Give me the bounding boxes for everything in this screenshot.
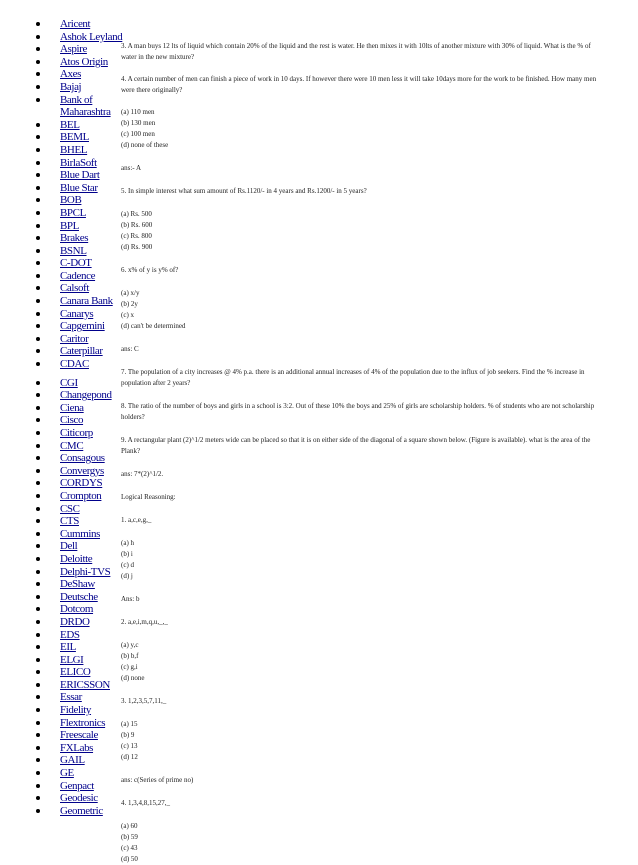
company-link[interactable]: GAIL [60,754,85,767]
company-list-item [36,566,122,579]
company-list-item [36,220,122,233]
company-link[interactable]: EDS [60,628,80,641]
question-6-options [121,288,607,332]
question-6: 6. x% of y is y% of? [121,266,179,274]
question-7: 7. The population of a city increases @ 4% p.a. there is an additional annual increases of 4% of the population due to the influx of job seekers. Find the % increase in population after 2 years? [121,368,585,387]
answer: ans: 7*(2)^1/2. [121,470,164,478]
question-4-options [121,107,607,151]
option: (a) 15 [121,720,138,728]
company-link[interactable]: Changepond [60,389,112,402]
question-5-options [121,209,607,253]
company-list-item [36,81,122,94]
question-9: 9. A rectangular plant (2)^1/2 meters wide can be placed so that it is on either side of the diagonal of a square shown below. (Figure is available). what is the area of the Plank? [121,436,591,455]
answer: ans: C [121,345,139,353]
option: (c) g,i [121,663,138,671]
answer: Ans: b [121,595,140,603]
lr-question-4: 4. 1,3,4,8,15,27,_ [121,799,170,807]
company-link[interactable]: Blue Dart [60,169,100,182]
company-list-item [36,654,122,667]
company-list-item [36,704,122,717]
company-link[interactable]: BirlaSoft [60,156,97,169]
company-link[interactable]: Convergys [60,464,104,477]
company-list-item [36,232,122,245]
company-list-item [36,805,122,818]
company-link[interactable]: Fidelity [60,704,92,717]
company-link[interactable]: GE [60,767,74,780]
option: (c) Rs. 800 [121,232,152,240]
option: (c) d [121,561,135,569]
company-link[interactable]: Caritor [60,332,89,345]
company-link[interactable]: CGI [60,376,78,389]
company-link[interactable]: Cummins [60,527,100,540]
option: (b) b,f [121,652,139,660]
company-list-item [36,792,122,805]
lr-question-2: 2. a,e,i,m,q,u,_,_ [121,618,168,626]
question-5: 5. In simple interest what sum amount of Rs.1120/- in 4 years and Rs.1200/- in 5 years? [121,187,367,195]
company-link[interactable]: Canara Bank [60,295,113,308]
company-link[interactable]: Ciena [60,401,84,414]
option: (d) 50 [121,855,138,863]
lr-question-1-options [121,538,607,582]
option: (b) 59 [121,833,138,841]
company-list-item [36,591,122,604]
company-list-item [36,616,122,629]
option: (d) Rs. 900 [121,243,153,251]
option: (d) none [121,674,145,682]
company-link[interactable]: Axes [60,68,82,81]
company-list-item [36,490,122,503]
company-list-item [36,94,122,119]
option: (b) 2y [121,300,138,308]
company-list-item [36,629,122,642]
company-list-a [36,18,122,371]
company-link[interactable]: DeShaw [60,578,95,591]
company-link[interactable]: ELICO [60,666,91,679]
option: (d) 12 [121,753,138,761]
option: (a) y,c [121,641,139,649]
company-link[interactable]: Dell [60,540,78,553]
question-4: 4. A certain number of men can finish a piece of work in 10 days. If however there were 10 men less it will take 10days more for the work to be finished. How many men were there originally? [121,75,597,94]
section-heading: Logical Reasoning: [121,493,176,501]
company-list-item [36,169,122,182]
company-list-item [36,553,122,566]
company-list-item [36,440,122,453]
option: (c) x [121,311,135,319]
company-link[interactable]: Bank of Maharashtra [60,93,111,119]
company-link[interactable]: Atos Origin [60,55,108,68]
company-link[interactable]: Ashok Leyland [60,30,123,43]
company-list-item [36,465,122,478]
company-list-item [36,729,122,742]
company-list-item [36,68,122,81]
company-link[interactable]: Blue Star [60,181,98,194]
company-link[interactable]: C-DOT [60,257,92,270]
company-link[interactable]: BOB [60,194,82,207]
company-link[interactable]: Deloitte [60,552,93,565]
company-link[interactable]: Caterpillar [60,345,103,358]
company-list-item [36,295,122,308]
company-link[interactable]: Calsoft [60,282,89,295]
answer: ans:- A [121,164,142,172]
company-list-item [36,207,122,220]
company-link[interactable]: Canarys [60,307,94,320]
company-list-item [36,270,122,283]
company-list-item [36,18,122,31]
question-8: 8. The ratio of the number of boys and girls in a school is 3:2. Out of these 10% the boys and 25% of girls are scholarship holders. % of students who are not scholarship holders? [121,402,595,421]
company-list-item [36,641,122,654]
company-link[interactable]: Brakes [60,232,89,245]
company-list-item [36,679,122,692]
company-link[interactable]: Genpact [60,779,94,792]
company-list-item [36,540,122,553]
company-link[interactable]: Capgemini [60,320,105,333]
company-list-item [36,503,122,516]
company-list-item [36,666,122,679]
company-list-item [36,157,122,170]
company-link[interactable]: Consagous [60,452,105,465]
answer: ans: c(Series of prime no) [121,776,194,784]
company-link[interactable]: BEL [60,118,80,131]
lr-question-3: 3. 1,2,3,5,7,11,_ [121,697,167,705]
company-link[interactable]: DRDO [60,615,90,628]
company-list-item [36,43,122,56]
option: (a) Rs. 500 [121,210,152,218]
option: (b) 130 men [121,119,156,127]
lr-question-4-options [121,821,607,865]
company-list-item [36,144,122,157]
lr-question-3-options [121,719,607,763]
option: (c) 13 [121,742,138,750]
company-list-item [36,194,122,207]
company-link[interactable]: Aricent [60,18,91,30]
company-link[interactable]: ELGI [60,653,84,666]
company-link[interactable]: Flextronics [60,716,106,729]
option: (b) Rs. 600 [121,221,153,229]
company-link[interactable]: Essar [60,691,82,704]
option: (a) 60 [121,822,138,830]
company-list-item [36,691,122,704]
company-list-item [36,477,122,490]
company-link[interactable]: CMC [60,439,84,452]
company-list-item [36,282,122,295]
company-link[interactable]: Crompton [60,489,102,502]
lr-question-1: 1. a,c,e,g,_ [121,516,152,524]
company-list-item [36,767,122,780]
option: (c) 100 men [121,130,155,138]
company-list-item [36,717,122,730]
company-link[interactable]: Freescale [60,729,98,742]
company-link[interactable]: Deutsche [60,590,98,603]
company-link[interactable]: CSC [60,502,80,515]
company-list-item [36,780,122,793]
company-list-item [36,320,122,333]
company-list-item [36,515,122,528]
company-link[interactable]: Geometric [60,804,103,817]
company-list-item [36,414,122,427]
option: (d) j [121,572,133,580]
company-list-item [36,333,122,346]
company-link[interactable]: Geodesic [60,792,98,805]
option: (a) h [121,539,135,547]
company-list-item [36,389,122,402]
company-list-item [36,427,122,440]
company-link[interactable]: CORDYS [60,477,103,490]
company-link[interactable]: BEML [60,131,89,144]
company-link[interactable]: Bajaj [60,80,82,93]
company-list-b [36,377,122,818]
company-list-item [36,56,122,69]
company-sidebar [36,18,122,817]
company-list-item [36,528,122,541]
company-list-item [36,578,122,591]
company-list-item [36,345,122,358]
option: (a) 110 men [121,108,155,116]
company-link[interactable]: FXLabs [60,741,94,754]
option: (d) none of these [121,141,169,149]
company-list-item [36,119,122,132]
company-list-item [36,308,122,321]
company-link[interactable]: ERICSSON [60,678,110,691]
option: (d) can't be determined [121,322,186,330]
company-link[interactable]: BHEL [60,143,88,156]
option: (b) i [121,550,133,558]
company-list-item [36,358,122,371]
company-list-item [36,31,122,44]
company-link[interactable]: Cadence [60,269,96,282]
company-link[interactable]: BSNL [60,244,87,257]
company-link[interactable]: CDAC [60,358,89,371]
company-link[interactable]: BPL [60,219,79,232]
company-list-item [36,377,122,390]
company-link[interactable]: Aspire [60,43,87,56]
company-link[interactable]: Delphi-TVS [60,565,111,578]
option: (a) x/y [121,289,140,297]
company-list-item [36,402,122,415]
question-3: 3. A man buys 12 lts of liquid which contain 20% of the liquid and the rest is water. He then mixes it with 10lts of another mixture with 30% of liquid. What is the % of water in the new mixture? [121,42,591,61]
company-list-item [36,754,122,767]
company-list-item [36,452,122,465]
company-link[interactable]: EIL [60,641,76,654]
company-list-item [36,742,122,755]
main-content [121,41,607,865]
company-link[interactable]: Citicorp [60,427,93,439]
company-link[interactable]: CTS [60,515,79,528]
company-list-item [36,131,122,144]
company-link[interactable]: Cisco [60,414,84,427]
company-link[interactable]: BPCL [60,206,86,219]
lr-question-2-options [121,640,607,684]
company-link[interactable]: Dotcom [60,603,94,616]
company-list-item [36,245,122,258]
company-list-item [36,257,122,270]
company-list-item [36,603,122,616]
company-list-item [36,182,122,195]
option: (b) 9 [121,731,135,739]
option: (c) 43 [121,844,138,852]
